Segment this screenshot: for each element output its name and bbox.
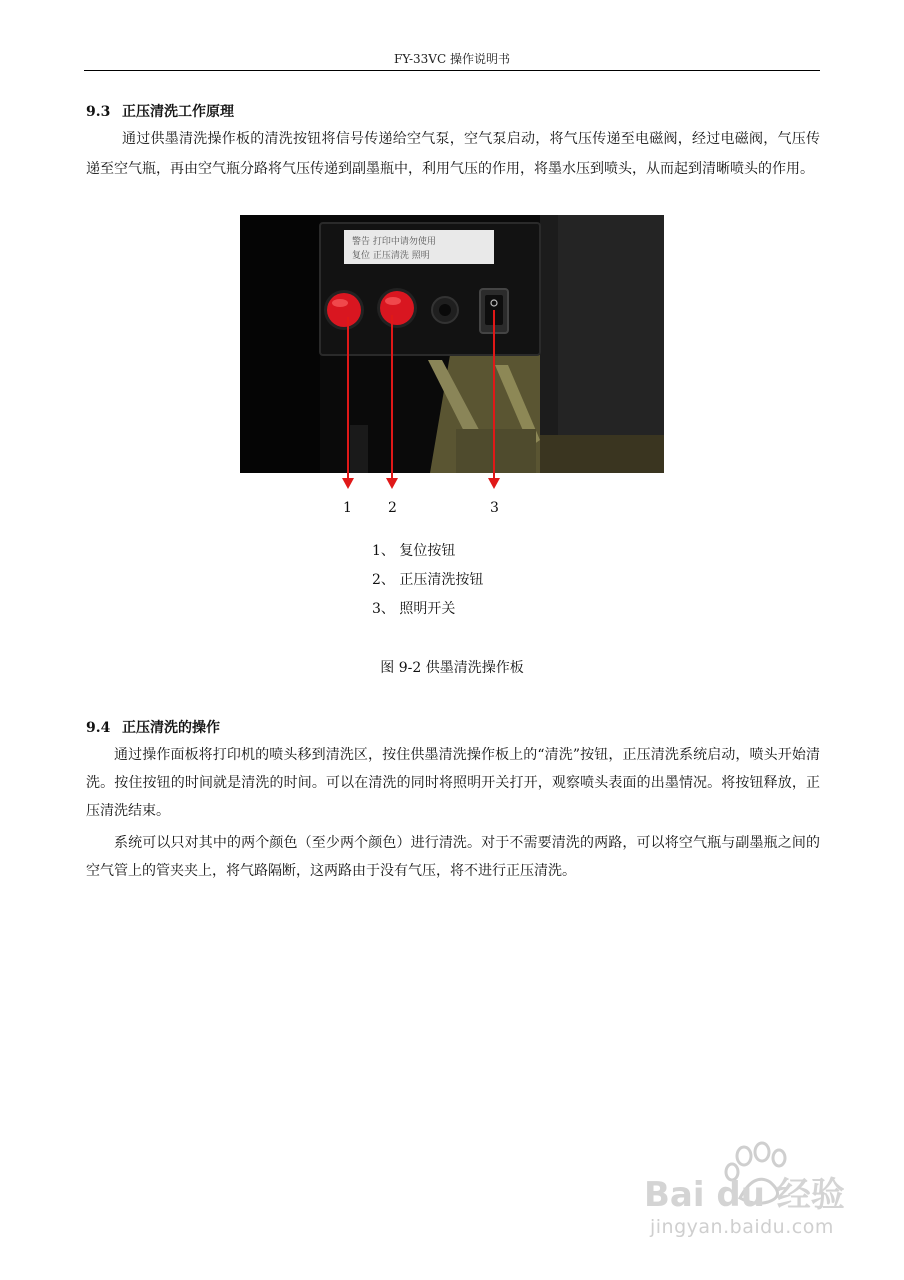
section-9-3-paragraph: 通过供墨清洗操作板的清洗按钮将信号传递给空气泵，空气泵启动，将气压传递至电磁阀，经过电磁阀，气压传递至空气瓶，再由空气瓶分路将气压传递到副墨瓶中，利用气压的作用，将墨水压到喷头，从而起到清晰喷头的作用。 (86, 131, 820, 177)
section-9-3-heading (86, 101, 234, 121)
callout-number-3: 3 (490, 500, 499, 516)
control-panel-photo (240, 215, 664, 473)
watermark-logo-text: Bai du 经验 (644, 1175, 845, 1215)
page-header: FY-33VC 操作说明书 (394, 52, 510, 66)
panel-label-line-1: 警告 打印中请勿使用 (352, 237, 436, 247)
section-9-4-heading (86, 717, 220, 737)
legend-item-pressure-clean: 2、 正压清洗按钮 (372, 572, 484, 588)
section-title: 正压清洗的操作 (122, 720, 220, 736)
figure-caption: 图 9-2 供墨清洗操作板 (380, 660, 524, 676)
callout-arrow-2-head (386, 478, 398, 489)
panel-label-line-2: 复位 正压清洗 照明 (352, 251, 430, 261)
callout-arrow-3-head (488, 478, 500, 489)
callout-number-2: 2 (388, 500, 397, 516)
section-9-4-paragraph-1: 通过操作面板将打印机的喷头移到清洗区，按住供墨清洗操作板上的“清洗”按钮，正压清洗系统启动，喷头开始清洗。按住按钮的时间就是清洗的时间。可以在清洗的同时将照明开关打开，观察喷头表面的出墨情况。将按钮释放，正压清洗结束。 (86, 747, 820, 819)
header-rule (84, 70, 820, 71)
section-number: 9.4 (86, 720, 111, 736)
section-title: 正压清洗工作原理 (122, 104, 234, 120)
callout-number-1: 1 (343, 500, 352, 516)
callout-arrow-2-line (391, 315, 393, 480)
baidu-paw-logo (640, 1140, 880, 1216)
legend-item-illumination: 3、 照明开关 (372, 601, 456, 617)
control-panel-image (240, 215, 664, 473)
callout-arrow-1-head (342, 478, 354, 489)
baidu-jingyan-watermark (640, 1140, 880, 1250)
section-number: 9.3 (86, 104, 111, 120)
watermark-url: jingyan.baidu.com (650, 1216, 834, 1238)
callout-arrow-3-line (493, 310, 495, 480)
legend-item-reset: 1、 复位按钮 (372, 543, 456, 559)
section-9-4-paragraph-2: 系统可以只对其中的两个颜色（至少两个颜色）进行清洗。对于不需要清洗的两路，可以将空气瓶与副墨瓶之间的空气管上的管夹夹上，将气路隔断，这两路由于没有气压，将不进行正压清洗。 (86, 835, 820, 879)
callout-arrow-1-line (347, 317, 349, 480)
